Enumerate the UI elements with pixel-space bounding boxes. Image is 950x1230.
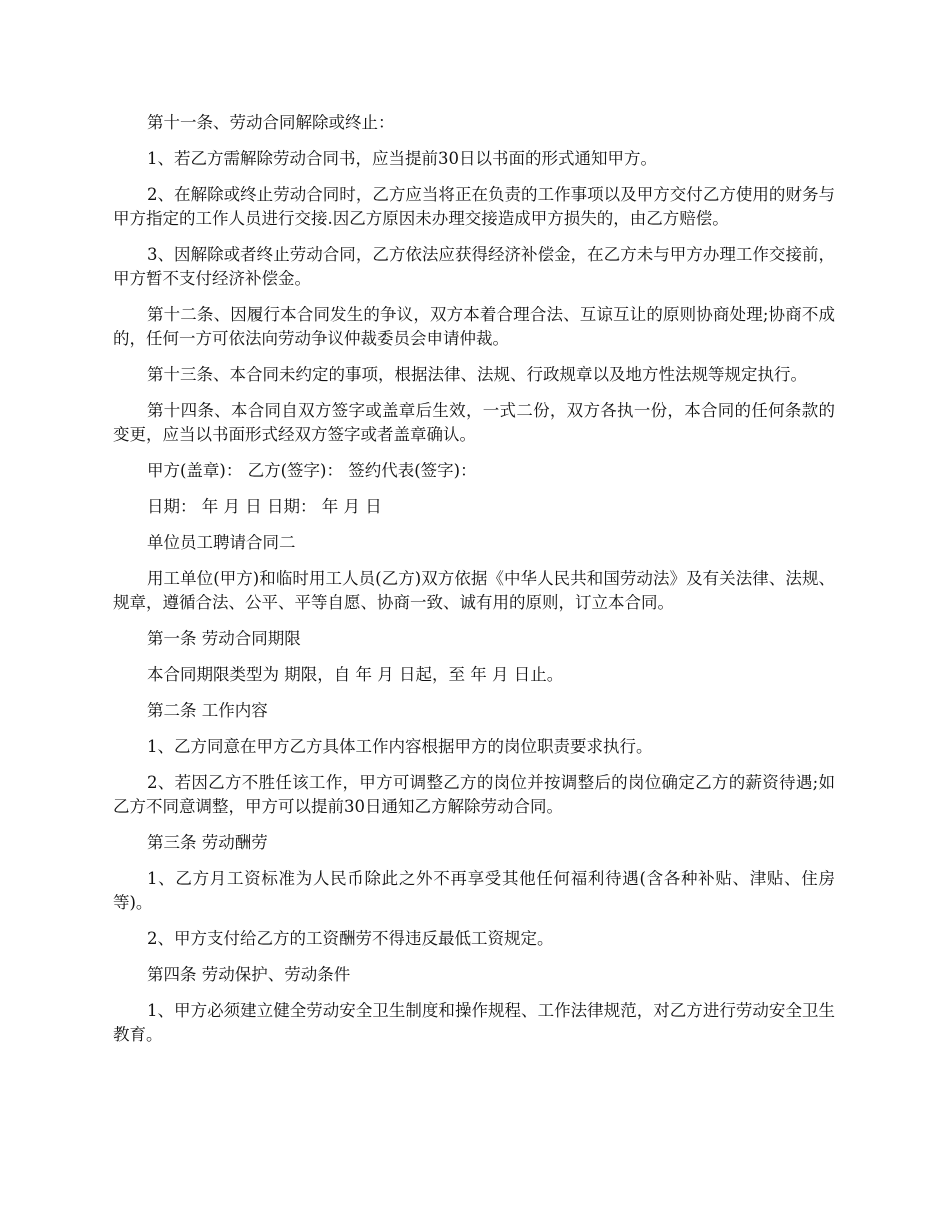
clause-14: 第十四条、本合同自双方签字或盖章后生效，一式二份，双方各执一份，本合同的任何条款的变更，应当以书面形式经双方签字或者盖章确认。 xyxy=(113,401,835,444)
clause-13: 第十三条、本合同未约定的事项，根据法律、法规、行政规章以及地方性法规等规定执行。 xyxy=(147,365,807,384)
clause-11-item-1: 1、若乙方需解除劳动合同书，应当提前30日以书面的形式通知甲方。 xyxy=(147,149,657,168)
clause-12: 第十二条、因履行本合同发生的争议，双方本着合理合法、互谅互让的原则协商处理;协商不成的，任何一方可依法向劳动争议仲裁委员会申请仲裁。 xyxy=(113,305,835,348)
clause-11-item-2: 2、在解除或终止劳动合同时，乙方应当将正在负责的工作事项以及甲方交付乙方使用的财务与甲方指定的工作人员进行交接.因乙方原因未办理交接造成甲方损失的，由乙方赔偿。 xyxy=(113,185,835,228)
contract-two-title: 单位员工聘请合同二 xyxy=(147,533,296,552)
article-1-title: 第一条 劳动合同期限 xyxy=(147,629,301,648)
article-2-title: 第二条 工作内容 xyxy=(147,701,268,720)
clause-11-item-3: 3、因解除或者终止劳动合同，乙方依法应获得经济补偿金，在乙方未与甲方办理工作交接前，甲方暂不支付经济补偿金。 xyxy=(113,245,835,288)
article-3-title: 第三条 劳动酬劳 xyxy=(147,833,268,852)
article-3-item-2: 2、甲方支付给乙方的工资酬劳不得违反最低工资规定。 xyxy=(147,929,554,948)
article-4-item-1: 1、甲方必须建立健全劳动安全卫生制度和操作规程、工作法律规范，对乙方进行劳动安全卫生教育。 xyxy=(113,1001,835,1044)
article-3-item-1: 1、乙方月工资标准为人民币除此之外不再享受其他任何福利待遇(含各种补贴、津贴、住房等)。 xyxy=(113,869,835,912)
signature-line: 甲方(盖章)： 乙方(签字)： 签约代表(签字)： xyxy=(147,461,477,480)
article-2-item-1: 1、乙方同意在甲方乙方具体工作内容根据甲方的岗位职责要求执行。 xyxy=(147,737,653,756)
contract-two-preamble: 用工单位(甲方)和临时用工人员(乙方)双方依据《中华人民共和国劳动法》及有关法律、法规、规章，遵循合法、公平、平等自愿、协商一致、诚有用的原则，订立本合同。 xyxy=(113,569,835,612)
document-body xyxy=(113,111,835,1059)
article-1-text: 本合同期限类型为 期限，自 年 月 日起，至 年 月 日止。 xyxy=(147,665,564,684)
article-2-item-2: 2、若因乙方不胜任该工作，甲方可调整乙方的岗位并按调整后的岗位确定乙方的薪资待遇;如乙方不同意调整，甲方可以提前30日通知乙方解除劳动合同。 xyxy=(113,773,835,816)
date-line: 日期： 年 月 日 日期： 年 月 日 xyxy=(147,497,382,516)
clause-11-title: 第十一条、劳动合同解除或终止： xyxy=(147,113,395,132)
article-4-title: 第四条 劳动保护、劳动条件 xyxy=(147,965,351,984)
